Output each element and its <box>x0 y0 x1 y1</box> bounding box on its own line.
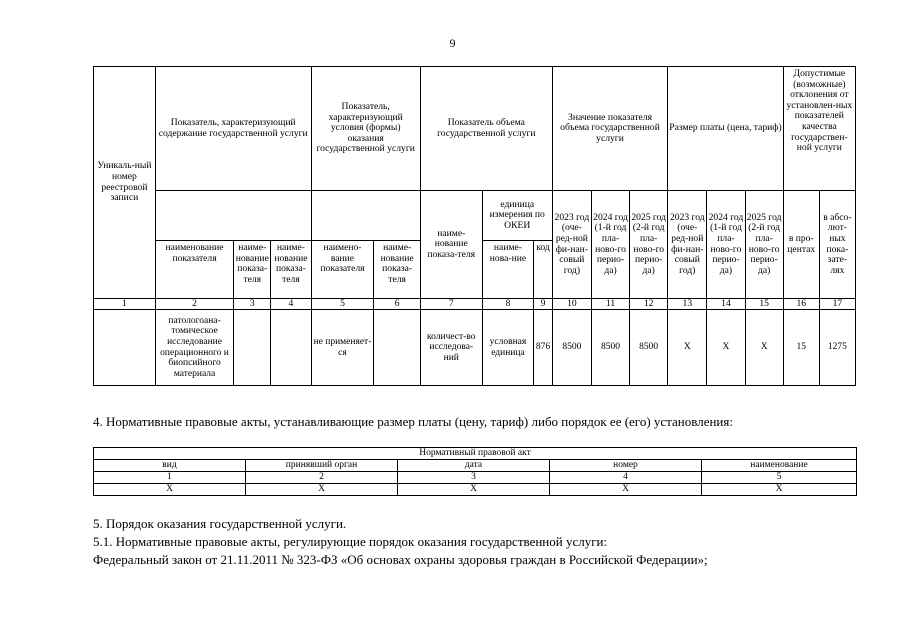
acts-cell: X <box>550 484 702 496</box>
header-payment-size: Размер платы (цена, тариф) <box>668 67 783 191</box>
header-allowed-deviation: Допустимые (возможные) отклонения от установлен-ных показателей качества государствен-ной услуги <box>783 67 855 191</box>
cell-volume-name: количест-во исследова-ний <box>420 310 482 386</box>
cell-content: патологоана-томическое исследование операционного и биопсийного материала <box>155 310 233 386</box>
header-2025: 2025 год (2-й год пла-ново-го перио-да) <box>630 191 668 299</box>
header-conditions-indicator: Показатель, характеризующий условия (формы) оказания государственной услуги <box>311 67 420 191</box>
acts-columns-row <box>94 460 857 472</box>
col-num: 7 <box>420 299 482 310</box>
acts-numbers-row <box>94 472 857 484</box>
cell-empty <box>234 310 271 386</box>
cell-pay-2024: X <box>707 310 745 386</box>
header-indicator-name-2: наименование показателя <box>155 241 233 299</box>
legal-acts-table <box>93 447 857 496</box>
header-volume-name: наиме-нование показа-теля <box>420 191 482 299</box>
cell-deviation-absolute: 1275 <box>819 310 855 386</box>
col-num: 5 <box>311 299 374 310</box>
cell-empty <box>374 310 420 386</box>
acts-col-name: наименование <box>702 460 857 472</box>
col-num: 3 <box>234 299 271 310</box>
cell-empty <box>271 310 311 386</box>
law-reference: Федеральный закон от 21.11.2011 № 323-ФЗ «Об основах охраны здоровья граждан в Российской Федерации»; <box>93 552 708 567</box>
col-num: 11 <box>591 299 629 310</box>
col-num: 4 <box>271 299 311 310</box>
cell-deviation-percent: 15 <box>783 310 819 386</box>
header-volume-value: Значение показателя объема государственной услуги <box>552 67 667 191</box>
acts-cell: X <box>702 484 857 496</box>
cell-value-2025: 8500 <box>630 310 668 386</box>
col-num: 1 <box>94 299 156 310</box>
header-indicator-name-3: наиме-нование показа-теля <box>234 241 271 299</box>
header-indicator-name-5: наимено-вание показателя <box>311 241 374 299</box>
col-num: 15 <box>745 299 783 310</box>
cell-unique-number <box>94 310 156 386</box>
header-unit-code: код <box>534 241 553 299</box>
acts-col-date: дата <box>398 460 550 472</box>
col-num: 12 <box>630 299 668 310</box>
cell-unit-name: условная единица <box>482 310 534 386</box>
col-num: 17 <box>819 299 855 310</box>
header-unique-number: Уникаль-ный номер реестровой записи <box>94 67 156 299</box>
col-num: 4 <box>550 472 702 484</box>
header-volume-indicator: Показатель объема государственной услуги <box>420 67 552 191</box>
header-okei-unit: единица измерения по ОКЕИ <box>482 191 552 241</box>
acts-col-authority: принявший орган <box>246 460 398 472</box>
header-pay-2025: 2025 год (2-й год пла-ново-го перио-да) <box>745 191 783 299</box>
header-2024: 2024 год (1-й год пла-ново-го перио-да) <box>591 191 629 299</box>
header-absolute: в абсо-лют-ных пока-зате-лях <box>819 191 855 299</box>
table-row <box>94 310 856 386</box>
table-row <box>94 484 857 496</box>
acts-header: Нормативный правовой акт <box>94 448 857 460</box>
col-num: 16 <box>783 299 819 310</box>
cell-pay-2023: X <box>668 310 707 386</box>
col-num: 14 <box>707 299 745 310</box>
col-num: 8 <box>482 299 534 310</box>
acts-col-type: вид <box>94 460 246 472</box>
acts-cell: X <box>94 484 246 496</box>
cell-unit-code: 876 <box>534 310 553 386</box>
cell-conditions: не применяет-ся <box>311 310 374 386</box>
cell-value-2024: 8500 <box>591 310 629 386</box>
header-2023: 2023 год (оче-ред-ной фи-нан-совый год) <box>552 191 591 299</box>
cell-value-2023: 8500 <box>552 310 591 386</box>
acts-cell: X <box>398 484 550 496</box>
page-number: 9 <box>449 36 456 50</box>
col-num: 3 <box>398 472 550 484</box>
header-unit-name: наиме-нова-ние <box>482 241 534 299</box>
section-4-title: 4. Нормативные правовые акты, устанавливающие размер платы (цену, тариф) либо порядок ее (его) установления: <box>93 414 733 429</box>
service-volume-table <box>93 66 856 386</box>
col-num: 1 <box>94 472 246 484</box>
header-indicator-name-4: наиме-нование показа-теля <box>271 241 311 299</box>
col-num: 13 <box>668 299 707 310</box>
header-pay-2024: 2024 год (1-й год пла-ново-го перио-да) <box>707 191 745 299</box>
col-num: 10 <box>552 299 591 310</box>
acts-col-number: номер <box>550 460 702 472</box>
section-5-title: 5. Порядок оказания государственной услуги. <box>93 516 347 531</box>
header-content-indicator: Показатель, характеризующий содержание государственной услуги <box>155 67 311 191</box>
col-num: 6 <box>374 299 420 310</box>
header-pay-2023: 2023 год (оче-ред-ной фи-нан-совый год) <box>668 191 707 299</box>
header-percent: в про-центах <box>783 191 819 299</box>
acts-cell: X <box>246 484 398 496</box>
col-num: 9 <box>534 299 553 310</box>
section-5-1-title: 5.1. Нормативные правовые акты, регулирующие порядок оказания государственной услуги: <box>93 534 608 549</box>
column-numbers-row <box>94 299 856 310</box>
col-num: 5 <box>702 472 857 484</box>
header-indicator-name-6: наиме-нование показа-теля <box>374 241 420 299</box>
col-num: 2 <box>155 299 233 310</box>
cell-pay-2025: X <box>745 310 783 386</box>
col-num: 2 <box>246 472 398 484</box>
